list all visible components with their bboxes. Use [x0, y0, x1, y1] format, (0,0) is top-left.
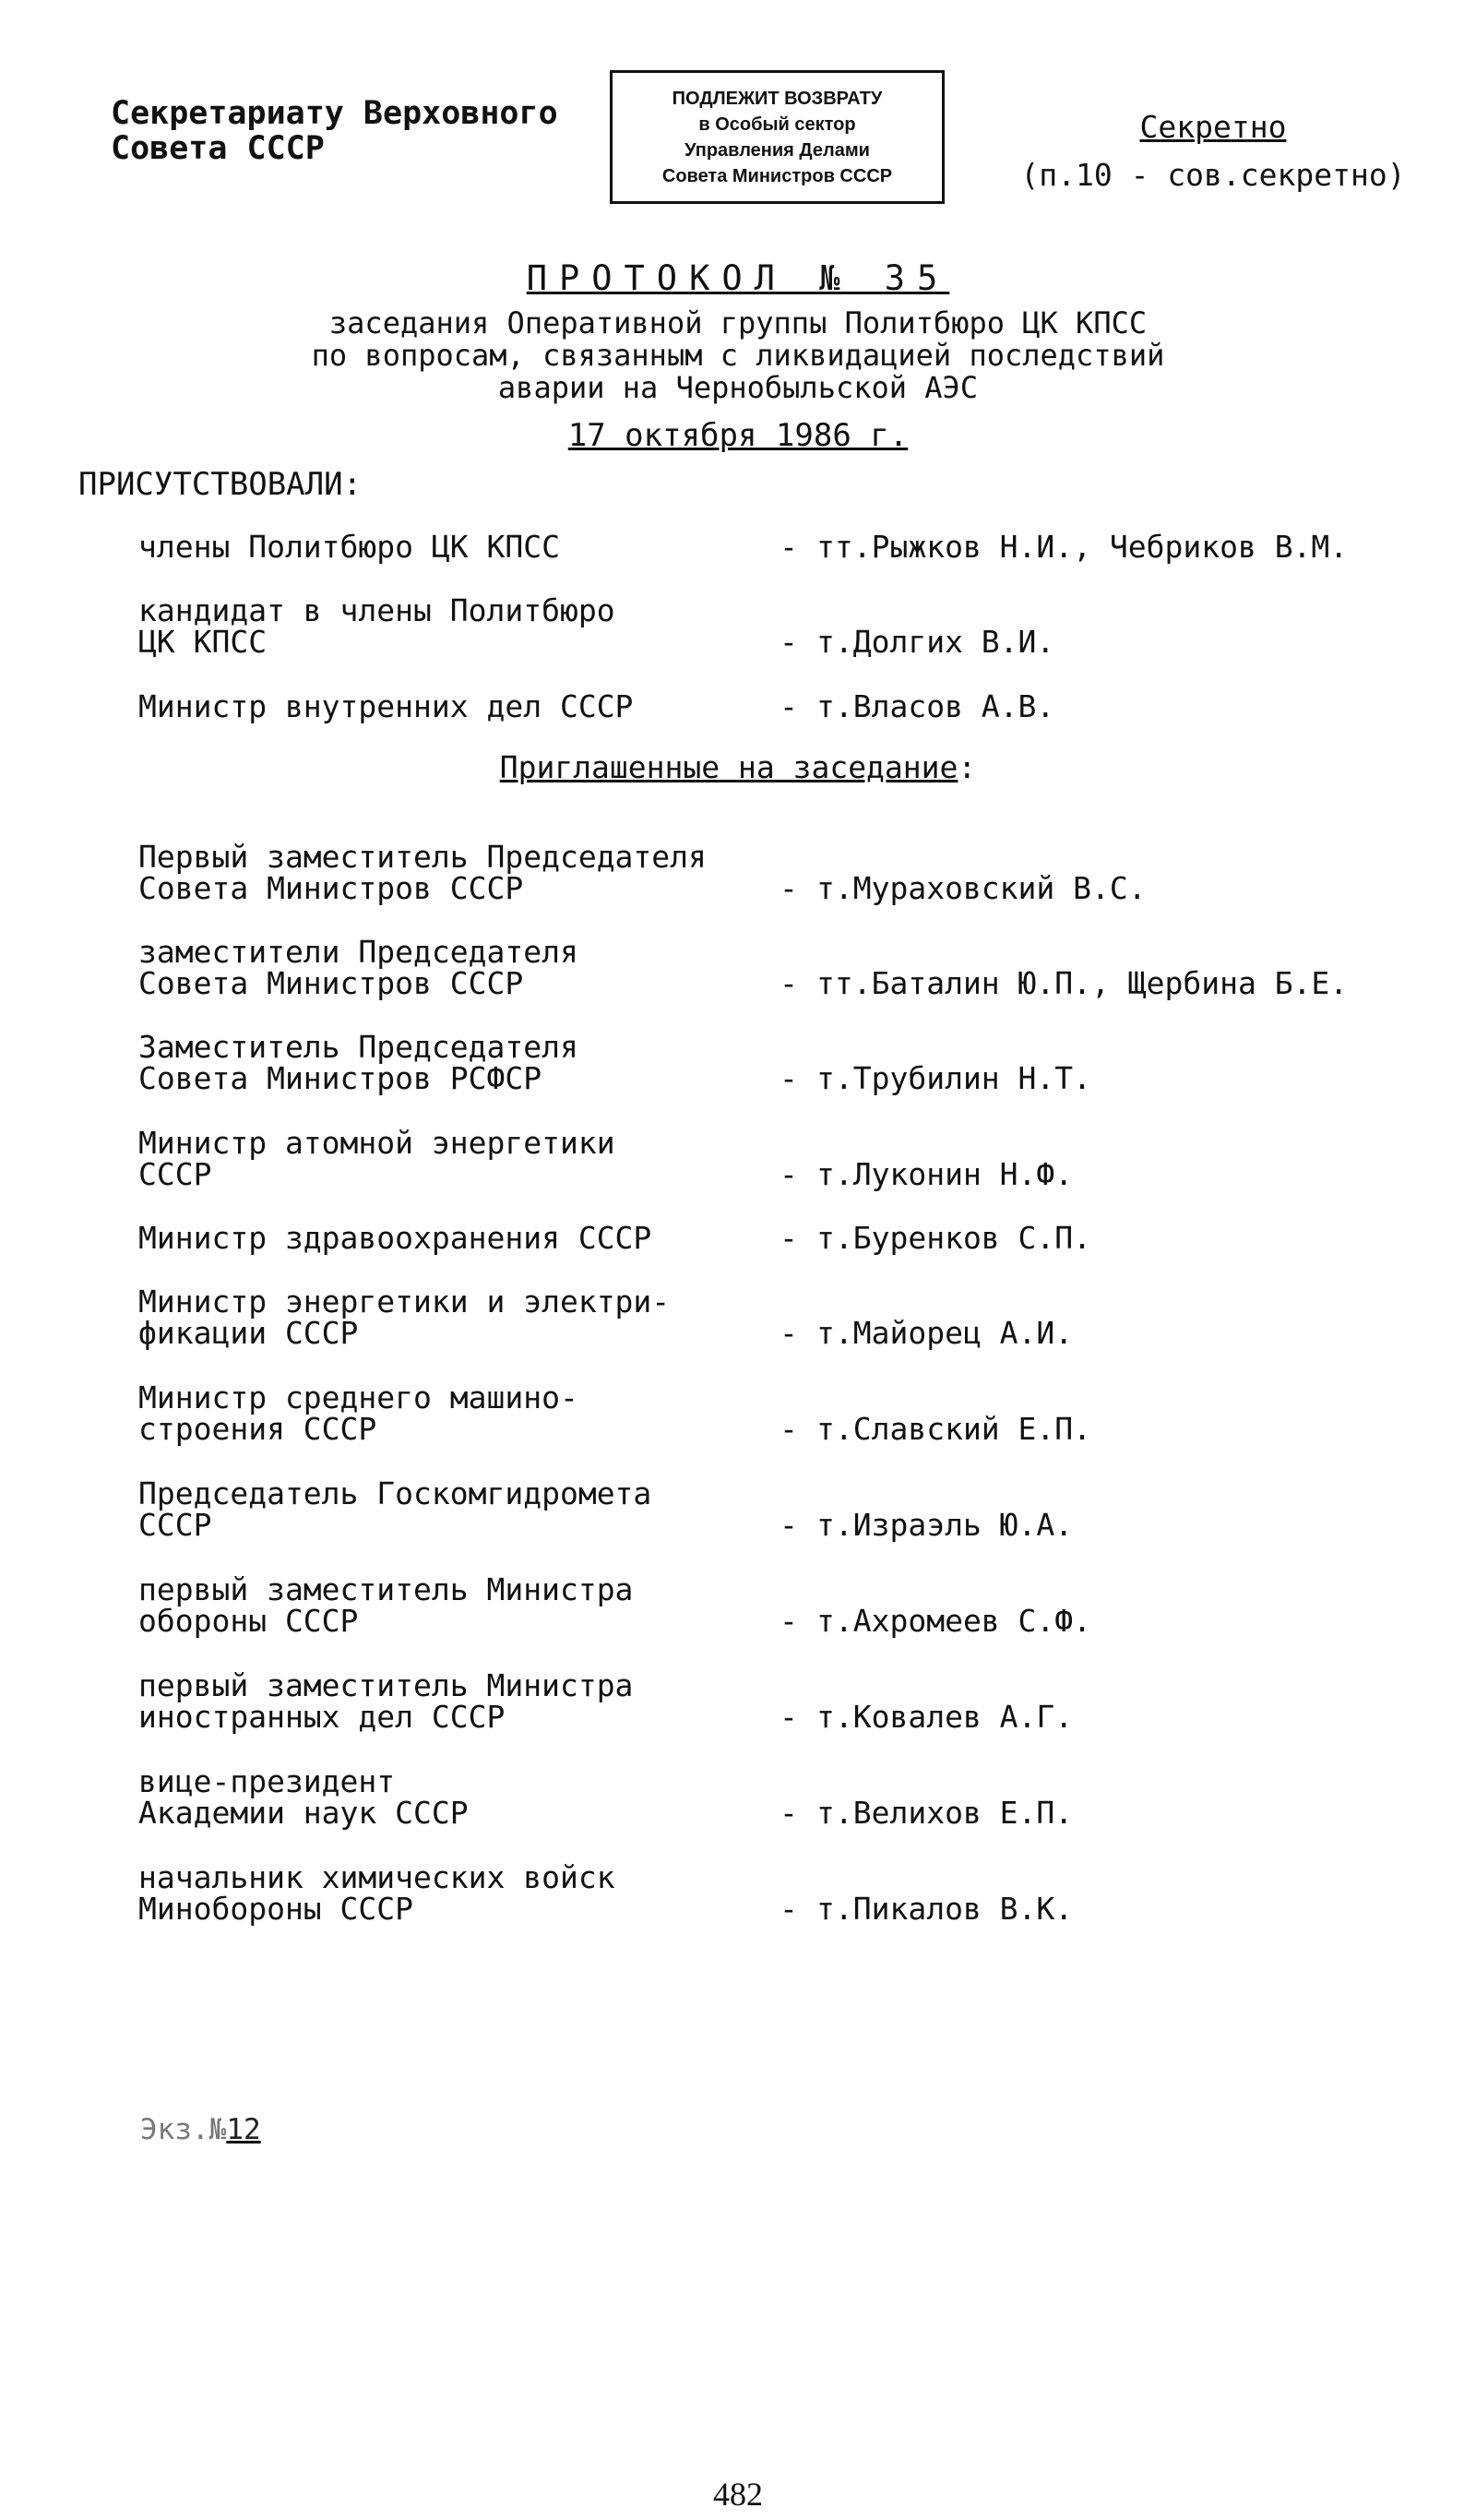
subtitle-line: заседания Оперативной группы Политбюро ЦК КПСС	[328, 305, 1148, 340]
dash: -	[780, 688, 798, 724]
attendee-role	[138, 1859, 775, 1927]
role-line: СССР	[138, 1156, 212, 1192]
invited-heading	[0, 749, 1476, 785]
dash: -	[780, 1220, 798, 1256]
document-subtitle	[0, 307, 1476, 404]
invited-row	[138, 1189, 1430, 1263]
role-line: Минобороны СССР	[138, 1891, 414, 1927]
classification-primary: Секретно	[1139, 109, 1287, 145]
role-line: фикации СССР	[138, 1315, 359, 1351]
stamp-line: в Особый сектор	[698, 113, 856, 135]
attendee-row	[138, 593, 1430, 667]
attendee-name: т.Израэль Ю.А.	[816, 1507, 1074, 1543]
addressee-line: Совета СССР	[111, 130, 325, 167]
invited-row	[138, 1126, 1430, 1200]
role-line: Совета Министров СССР	[138, 965, 524, 1001]
attendee-row	[138, 498, 1430, 572]
role-line: Первый заместитель Председателя	[138, 839, 707, 875]
dash: -	[780, 1315, 798, 1351]
attendee-name: т.Мураховский В.С.	[816, 870, 1147, 906]
copy-value: 12	[226, 2113, 261, 2146]
invited-row	[138, 1860, 1430, 1934]
invited-row	[138, 1668, 1430, 1742]
copy-label: Экз.№	[140, 2113, 227, 2146]
attendee-role	[138, 1220, 775, 1256]
addressee	[111, 96, 558, 166]
dash: -	[780, 1699, 798, 1735]
invited-row	[138, 1764, 1430, 1838]
attendee-role	[138, 1286, 775, 1349]
attendee-name: тт.Баталин Ю.П., Щербина Б.Е.	[816, 965, 1349, 1001]
role-line: иностранных дел СССР	[138, 1699, 506, 1735]
present-label: ПРИСУТСТВОВАЛИ:	[78, 466, 363, 503]
document-title: ПРОТОКОЛ № 35	[526, 258, 950, 298]
attendee-name: т.Ковалев А.Г.	[816, 1699, 1074, 1735]
dash: -	[780, 1156, 798, 1192]
dash: -	[780, 1795, 798, 1831]
dash: -	[780, 870, 798, 906]
role-line: СССР	[138, 1507, 212, 1543]
attendee-name: тт.Рыжков Н.И., Чебриков В.М.	[816, 529, 1349, 565]
invited-row	[138, 1030, 1430, 1104]
invited-row	[138, 840, 1430, 914]
role-line: Заместитель Председателя	[138, 1029, 578, 1065]
stamp-line: ПОДЛЕЖИТ ВОЗВРАТУ	[672, 88, 883, 109]
invited-row	[138, 1284, 1430, 1358]
role-line: Министр здравоохранения СССР	[138, 1220, 652, 1256]
role-line: Совета Министров РСФСР	[138, 1060, 542, 1096]
role-line: начальник химических войск	[138, 1859, 615, 1895]
attendee-name: т.Трубилин Н.Т.	[816, 1060, 1092, 1096]
invited-colon: :	[958, 749, 977, 785]
attendee-role	[138, 1763, 775, 1831]
invited-row	[138, 935, 1430, 1009]
role-line: ЦК КПСС	[138, 624, 268, 660]
role-line: члены Политбюро ЦК КПСС	[138, 529, 560, 565]
attendee-name: т.Славский Е.П.	[816, 1411, 1092, 1447]
attendee-name: т.Пикалов В.К.	[816, 1891, 1074, 1927]
attendee-role	[138, 1667, 775, 1735]
role-line: Министр энергетики и электри-	[138, 1284, 671, 1320]
role-line: Академии наук СССР	[138, 1795, 469, 1831]
attendee-role	[138, 1125, 775, 1192]
role-line: первый заместитель Министра	[138, 1667, 634, 1703]
attendee-name: т.Ахромеев С.Ф.	[816, 1603, 1092, 1639]
role-line: Председатель Госкомгидромета	[138, 1475, 652, 1511]
attendee-role	[138, 1379, 775, 1447]
return-stamp	[610, 70, 945, 204]
document-date: 17 октября 1986 г.	[567, 417, 909, 454]
role-line: кандидат в члены Политбюро	[138, 592, 615, 628]
attendee-role	[138, 934, 775, 1001]
attendee-role	[138, 1571, 775, 1639]
invited-row	[138, 1572, 1430, 1646]
role-line: Министр внутренних дел СССР	[138, 688, 634, 724]
attendee-name: т.Велихов Е.П.	[816, 1795, 1074, 1831]
attendee-name: т.Власов А.В.	[816, 688, 1055, 724]
classification-secondary: (п.10 - сов.секретно)	[1020, 157, 1406, 193]
attendee-name: т.Майорец А.И.	[816, 1315, 1074, 1351]
dash: -	[780, 529, 798, 565]
dash: -	[780, 1891, 798, 1927]
role-line: Совета Министров СССР	[138, 870, 524, 906]
addressee-line: Секретариату Верховного	[111, 95, 558, 132]
invited-row	[138, 1476, 1430, 1550]
role-line: первый заместитель Министра	[138, 1571, 634, 1607]
attendee-name: т.Буренков С.П.	[816, 1220, 1092, 1256]
dash: -	[780, 1603, 798, 1639]
role-line: вице-президент	[138, 1763, 396, 1799]
classification	[996, 103, 1430, 199]
dash: -	[780, 624, 798, 660]
dash: -	[780, 965, 798, 1001]
attendee-role	[138, 839, 775, 906]
attendee-name: т.Долгих В.И.	[816, 624, 1055, 660]
subtitle-line: аварии на Чернобыльской АЭС	[497, 370, 979, 405]
dash: -	[780, 1411, 798, 1447]
page-number: 482	[713, 2476, 763, 2513]
role-line: обороны СССР	[138, 1603, 359, 1639]
role-line: Министр атомной энергетики	[138, 1125, 615, 1161]
role-line: заместители Председателя	[138, 934, 578, 970]
invited-label: Приглашенные на заседание	[499, 749, 958, 785]
subtitle-line: по вопросам, связанным с ликвидацией последствий	[311, 338, 1165, 373]
role-line: Министр среднего машино-	[138, 1379, 578, 1415]
attendee-row	[138, 658, 1430, 732]
copy-number	[140, 2113, 261, 2146]
invited-row	[138, 1380, 1430, 1454]
attendee-role	[138, 531, 775, 563]
attendee-role	[138, 1475, 775, 1543]
attendee-role	[138, 592, 775, 660]
dash: -	[780, 1060, 798, 1096]
role-line: строения СССР	[138, 1411, 377, 1447]
attendee-role	[138, 688, 775, 724]
stamp-line: Совета Министров СССР	[661, 165, 893, 186]
stamp-line: Управления Делами	[684, 139, 870, 161]
attendee-role	[138, 1029, 775, 1096]
dash: -	[780, 1507, 798, 1543]
attendee-name: т.Луконин Н.Ф.	[816, 1156, 1074, 1192]
